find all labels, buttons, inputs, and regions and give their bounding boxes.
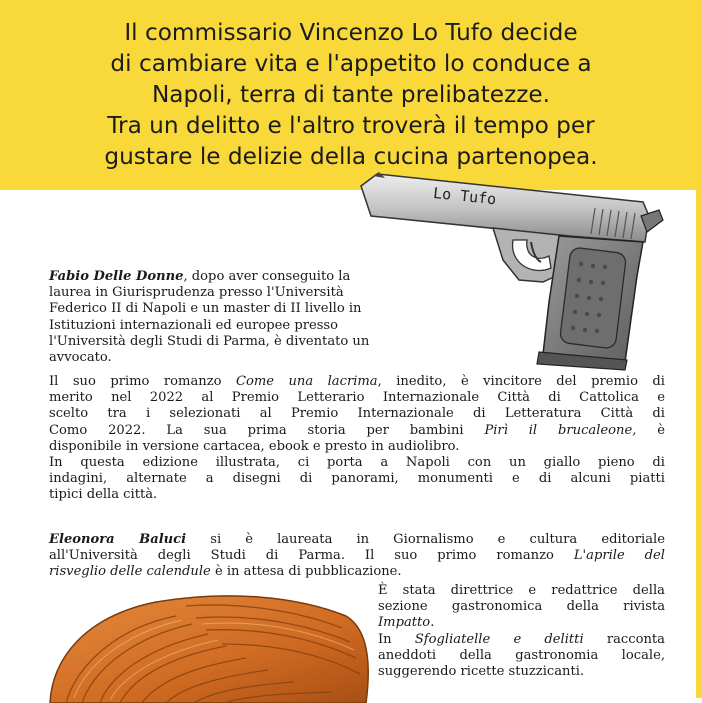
banner-line: Napoli, terra di tante prelibatezze. — [151, 81, 551, 108]
bio-line: Federico II di Napoli e un master di II livello in — [49, 301, 362, 317]
banner-line: Tra un delitto e l'altro troverà il tempo per — [107, 112, 595, 139]
author-name: Eleonora Baluci — [49, 532, 187, 547]
bio-eleonora-side: È stata direttrice e redattrice della sezione gastronomica della rivista Impatto. In Sfogliatelle e delitti racconta aneddoti della gastronomia locale, suggerendo ricette stuzzicanti. — [378, 583, 665, 680]
bio-line: avvocato. — [49, 350, 112, 366]
bio-line: l'Università degli Studi di Parma, è diventato un — [49, 333, 370, 349]
banner-line: gustare le delizie della cucina partenopea. — [104, 143, 598, 170]
bio-line: indagini, alternate a disegni di panorami, monumenti e di alcuni piatti — [49, 471, 665, 487]
author-name: Fabio Delle Donne — [49, 269, 184, 284]
bio-line: disponibile in versione cartacea, ebook e presto in audiolibro. — [49, 438, 460, 454]
sfogliatella-illustration — [46, 588, 376, 703]
bio-line: aneddoti della gastronomia locale, — [378, 647, 665, 663]
bio-line: laurea in Giurisprudenza presso l'Università — [49, 285, 344, 301]
banner-tagline — [0, 17, 702, 172]
bio-line: merito nel 2022 al Premio Letterario Internazionale Città di Cattolica e — [49, 390, 665, 406]
book-title: Pirì il brucaleone, — [484, 422, 637, 438]
bio-line: È stata direttrice e redattrice della — [378, 583, 665, 598]
book-title: L'aprile del — [573, 548, 665, 564]
bio-fabio-intro: Fabio Delle Donne, dopo aver conseguito la laurea in Giurisprudenza presso l'Università Federico II di Napoli e un master di II livello in Istituzioni internazionali ed europee presso l'Università degli Studi di Parma, è diventato un avvocato. — [49, 269, 370, 366]
book-title: Come una lacrima — [235, 374, 378, 389]
book-title: risveglio delle calendule — [49, 564, 211, 580]
bio-line: scelto tra i selezionati al Premio Internazionale di Letteratura Città di — [49, 406, 665, 422]
book-title: Sfogliatelle e delitti — [414, 631, 584, 647]
pistol-engraving: Lo Tufo — [432, 183, 498, 209]
yellow-edge — [696, 190, 702, 698]
bio-eleonora: Eleonora Baluci si è laureata in Giornalismo e cultura editoriale all'Università degli Studi di Parma. Il suo primo romanzo L'aprile del risveglio delle calendule è in attesa di pubblicazione. — [49, 532, 665, 580]
bio-line: tipici della città. — [49, 487, 158, 503]
bio-fabio-awards: Il suo primo romanzo Come una lacrima, inedito, è vincitore del premio di merito nel 2022 al Premio Letterario Internazionale Città di Cattolica e scelto tra i selezionati al Premio Internazionale di Letteratura Città di Como 2022. La sua prima storia per bambini Pirì il brucaleone, è disponibile in versione cartacea, ebook e presto in audiolibro. In questa edizione illustrata, ci porta a Napoli con un giallo pieno di indagini, alternate a disegni di panorami, monumenti e di alcuni piatti tipici della città. — [49, 374, 665, 503]
bio-line: sezione gastronomica della rivista — [378, 599, 665, 615]
bio-line: suggerendo ricette stuzzicanti. — [378, 664, 585, 680]
bio-line: Istituzioni internazionali ed europee presso — [49, 317, 339, 333]
magazine-title: Impatto — [378, 615, 431, 631]
bio-line: In questa edizione illustrata, ci porta a Napoli con un giallo pieno di — [49, 455, 665, 471]
banner-line: di cambiare vita e l'appetito lo conduce a — [110, 50, 592, 77]
pistol-illustration — [343, 172, 668, 372]
yellow-banner — [0, 0, 702, 190]
banner-line: Il commissario Vincenzo Lo Tufo decide — [124, 19, 578, 46]
